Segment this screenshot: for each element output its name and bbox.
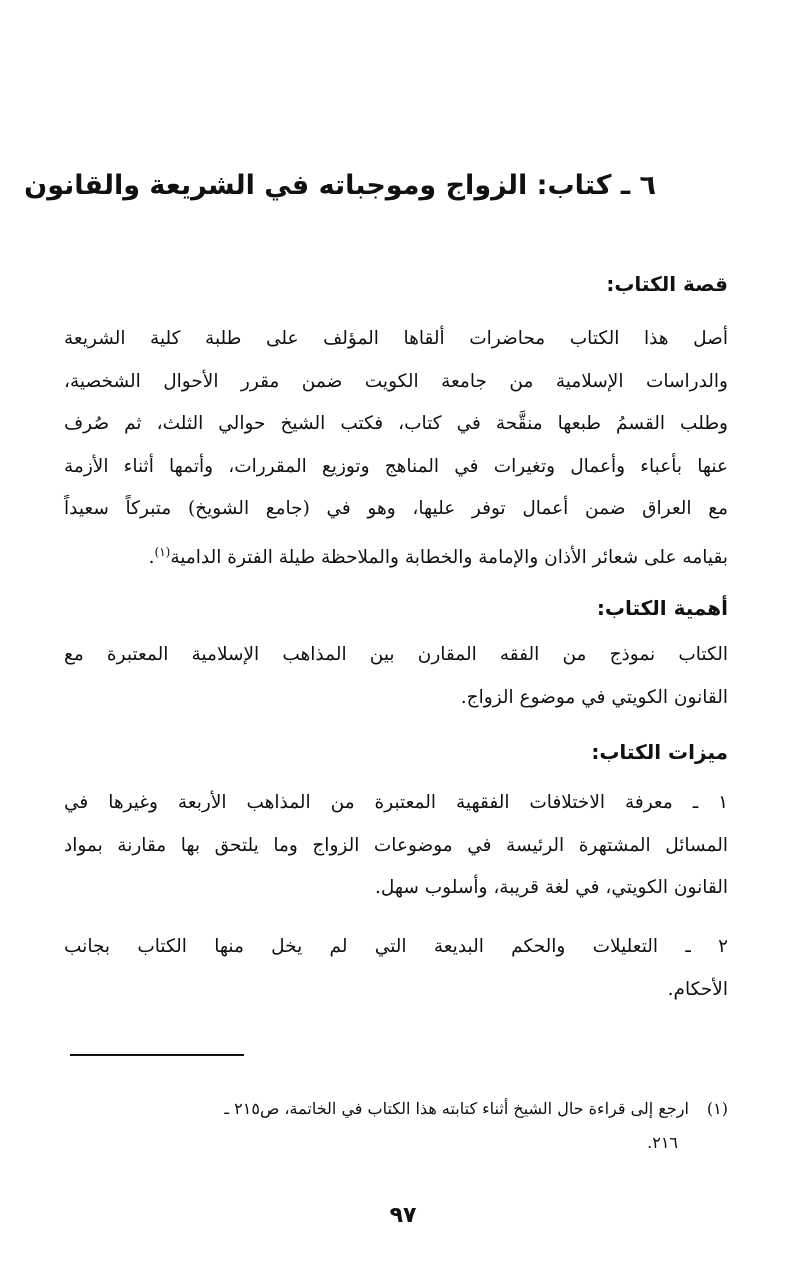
paragraph-line: الكتاب نموذج من الفقه المقارن بين المذاهب الإسلامية المعتبرة مع [64, 644, 728, 665]
section-heading-importance: أهمية الكتاب: [596, 596, 728, 620]
paragraph-line: القانون الكويتي في موضوع الزواج. [460, 686, 728, 708]
feature-item-2 [64, 926, 728, 1011]
section-heading-features: ميزات الكتاب: [591, 740, 728, 764]
page-number: ٩٧ [389, 1203, 417, 1228]
paragraph-line: ١ ـ معرفة الاختلافات الفقهية المعتبرة من المذاهب الأربعة وغيرها في [64, 792, 728, 813]
paragraph-line-last [64, 531, 728, 580]
importance-paragraph [64, 634, 728, 719]
page-title: ٦ ـ كتاب: الزواج وموجباته في الشريعة والقانون [24, 170, 656, 201]
footnote-separator [70, 1054, 244, 1056]
footnote-number: (١) [706, 1099, 728, 1118]
section-heading-story: قصة الكتاب: [606, 272, 728, 296]
paragraph-line: الأحكام. [667, 978, 728, 1000]
paragraph-line: مع العراق ضمن أعمال توفر عليها، وهو في (جامع الشويخ) متبركاً سعيداً [64, 498, 728, 519]
feature-item-1 [64, 782, 728, 910]
paragraph-line: وطلب القسمُ طبعها منقَّحة في كتاب، فكتب الشيخ حوالي الثلث، ثم صُرف [64, 413, 728, 434]
paragraph-line: المسائل المشتهرة الرئيسة في موضوعات الزواج وما يلتحق بها مقارنة بمواد [64, 834, 728, 856]
paragraph-line: عنها بأعباء وأعمال وتغيرات في المناهج وتوزيع المقررات، وأتمها أثناء الأزمة [64, 455, 728, 477]
footnote [64, 1092, 728, 1160]
footnote-line-2: ٢١٦. [647, 1133, 678, 1152]
paragraph-line: والدراسات الإسلامية من جامعة الكويت ضمن مقرر الأحوال الشخصية، [64, 370, 728, 392]
footnote-text: ارجع إلى قراءة حال الشيخ أثناء كتابته هذا الكتاب في الخاتمة، ص٢١٥ ـ [224, 1099, 689, 1118]
paragraph-line: القانون الكويتي، في لغة قريبة، وأسلوب سهل. [374, 877, 728, 898]
footnote-reference: (١) [154, 544, 171, 559]
footnote-line [64, 1092, 728, 1126]
paragraph-line-text: بقيامه على شعائر الأذان والإمامة والخطابة والملاحظة طيلة الفترة الدامية [170, 546, 728, 568]
story-paragraph [64, 318, 728, 579]
paragraph-line: أصل هذا الكتاب محاضرات ألقاها المؤلف على طلبة كلية الشريعة [64, 328, 728, 349]
paragraph-period: . [148, 546, 155, 568]
paragraph-line: ٢ ـ التعليلات والحكم البديعة التي لم يخل منها الكتاب بجانب [64, 936, 728, 957]
